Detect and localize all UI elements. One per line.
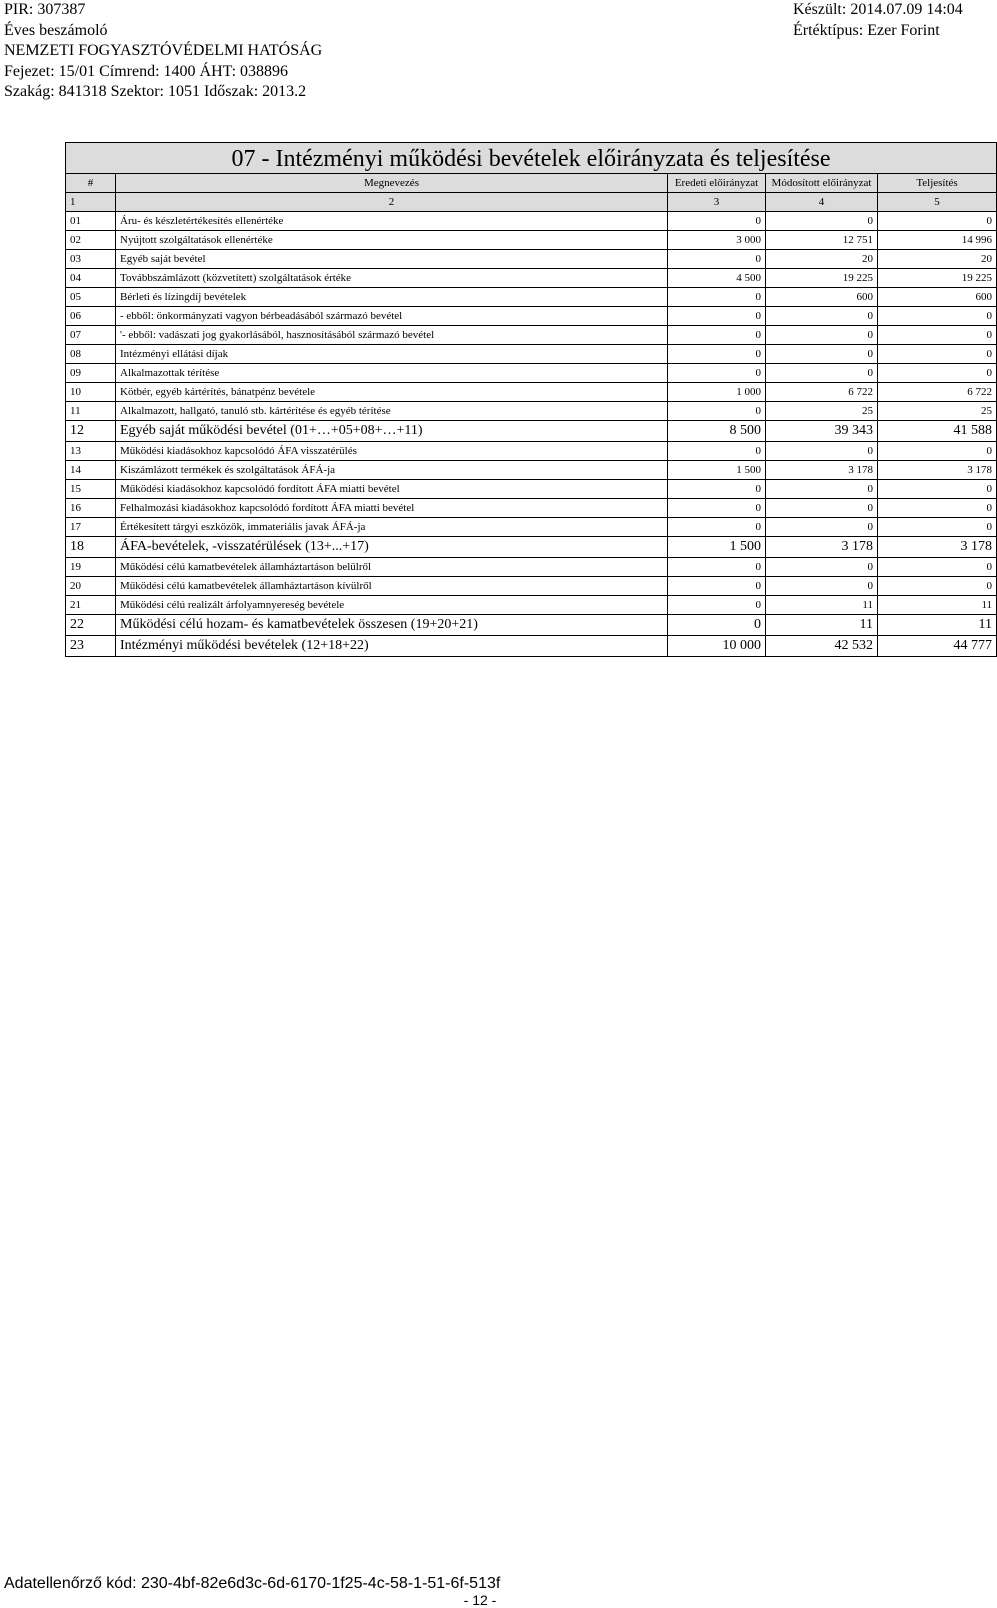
row-actual: 0: [878, 364, 997, 383]
row-index: 11: [66, 402, 116, 421]
row-modified: 0: [766, 212, 878, 231]
row-index: 08: [66, 345, 116, 364]
row-index: 01: [66, 212, 116, 231]
row-index: 04: [66, 269, 116, 288]
table-row: [66, 383, 997, 402]
row-original: 0: [668, 499, 766, 518]
row-original: 0: [668, 442, 766, 461]
row-index: 14: [66, 461, 116, 480]
table-row: [66, 269, 997, 288]
table-row: [66, 326, 997, 345]
sector-label: Szakág: 841318 Szektor: 1051 Időszak: 2013.2: [4, 83, 307, 100]
row-name: Alkalmazottak térítése: [116, 364, 668, 383]
row-name: Működési kiadásokhoz kapcsolódó ÁFA visszatérülés: [116, 442, 668, 461]
table-row: [66, 231, 997, 250]
row-actual: 0: [878, 480, 997, 499]
table-row: [66, 499, 997, 518]
row-actual: 0: [878, 326, 997, 345]
column-number: 4: [766, 193, 878, 212]
row-modified: 11: [766, 596, 878, 615]
row-actual: 25: [878, 402, 997, 421]
row-original: 8 500: [668, 421, 766, 442]
row-name: Felhalmozási kiadásokhoz kapcsolódó fordított ÁFA miatti bevétel: [116, 499, 668, 518]
row-index: 05: [66, 288, 116, 307]
row-index: 10: [66, 383, 116, 402]
table-row: [66, 518, 997, 537]
table-row: [66, 480, 997, 499]
row-name: Kiszámlázott termékek és szolgáltatások ÁFÁ-ja: [116, 461, 668, 480]
row-original: 0: [668, 615, 766, 636]
row-modified: 0: [766, 518, 878, 537]
row-name: Értékesített tárgyi eszközök, immateriális javak ÁFÁ-ja: [116, 518, 668, 537]
table-row: [66, 250, 997, 269]
column-header: Teljesítés: [878, 174, 997, 193]
table-row: [66, 421, 997, 442]
row-name: Működési célú hozam- és kamatbevételek összesen (19+20+21): [116, 615, 668, 636]
row-name: Működési célú kamatbevételek államháztartáson kívülről: [116, 577, 668, 596]
column-number: 1: [66, 193, 116, 212]
row-actual: 0: [878, 442, 997, 461]
row-name: Egyéb saját működési bevétel (01+…+05+08+…+11): [116, 421, 668, 442]
row-modified: 0: [766, 364, 878, 383]
column-number: 5: [878, 193, 997, 212]
row-index: 22: [66, 615, 116, 636]
row-actual: 6 722: [878, 383, 997, 402]
row-actual: 11: [878, 596, 997, 615]
row-original: 0: [668, 288, 766, 307]
row-original: 10 000: [668, 636, 766, 657]
row-modified: 0: [766, 307, 878, 326]
page-number: - 12 -: [463, 1592, 497, 1608]
row-name: Intézményi ellátási díjak: [116, 345, 668, 364]
row-modified: 0: [766, 480, 878, 499]
row-actual: 600: [878, 288, 997, 307]
check-code: Adatellenőrző kód: 230-4bf-82e6d3c-6d-6170-1f25-4c-58-1-51-6f-513f: [4, 1575, 501, 1592]
table-row: [66, 577, 997, 596]
row-original: 0: [668, 402, 766, 421]
table-row: [66, 537, 997, 558]
row-actual: 44 777: [878, 636, 997, 657]
table-row: [66, 461, 997, 480]
row-actual: 0: [878, 499, 997, 518]
row-actual: 3 178: [878, 461, 997, 480]
row-actual: 11: [878, 615, 997, 636]
row-name: Működési célú realizált árfolyamnyereség bevétele: [116, 596, 668, 615]
row-index: 06: [66, 307, 116, 326]
row-name: Működési célú kamatbevételek államháztartáson belülről: [116, 558, 668, 577]
column-header: #: [66, 174, 116, 193]
table-row: [66, 402, 997, 421]
row-index: 23: [66, 636, 116, 657]
row-actual: 3 178: [878, 537, 997, 558]
row-modified: 0: [766, 345, 878, 364]
row-original: 0: [668, 307, 766, 326]
column-header-row: [66, 174, 997, 193]
row-name: Bérleti és lízingdíj bevételek: [116, 288, 668, 307]
row-index: 13: [66, 442, 116, 461]
row-modified: 42 532: [766, 636, 878, 657]
row-actual: 14 996: [878, 231, 997, 250]
row-name: Alkalmazott, hallgató, tanuló stb. kártérítése és egyéb térítése: [116, 402, 668, 421]
row-modified: 20: [766, 250, 878, 269]
row-index: 15: [66, 480, 116, 499]
row-actual: 0: [878, 518, 997, 537]
row-modified: 0: [766, 558, 878, 577]
row-name: Továbbszámlázott (közvetített) szolgáltatások értéke: [116, 269, 668, 288]
row-modified: 19 225: [766, 269, 878, 288]
table-row: [66, 288, 997, 307]
row-original: 0: [668, 212, 766, 231]
row-index: 21: [66, 596, 116, 615]
revenue-table: [65, 142, 997, 657]
table-row: [66, 345, 997, 364]
row-modified: 25: [766, 402, 878, 421]
value-type-label: Értéktípus: Ezer Forint: [793, 21, 940, 39]
column-number: 2: [116, 193, 668, 212]
row-original: 0: [668, 558, 766, 577]
row-original: 0: [668, 480, 766, 499]
row-index: 03: [66, 250, 116, 269]
row-original: 1 000: [668, 383, 766, 402]
report-header-left: [4, 0, 322, 103]
row-actual: 19 225: [878, 269, 997, 288]
table-row: [66, 307, 997, 326]
row-modified: 0: [766, 326, 878, 345]
row-modified: 3 178: [766, 537, 878, 558]
row-original: 1 500: [668, 537, 766, 558]
row-original: 0: [668, 364, 766, 383]
row-name: Kötbér, egyéb kártérítés, bánatpénz bevétele: [116, 383, 668, 402]
column-header: Megnevezés: [116, 174, 668, 193]
table-title: 07 - Intézményi működési bevételek előirányzata és teljesítése: [66, 143, 997, 174]
table-body: [66, 212, 997, 657]
column-number: 3: [668, 193, 766, 212]
row-index: 19: [66, 558, 116, 577]
report-type-label: Éves beszámoló: [4, 21, 108, 39]
table-row: [66, 442, 997, 461]
row-modified: 6 722: [766, 383, 878, 402]
row-modified: 0: [766, 442, 878, 461]
row-index: 07: [66, 326, 116, 345]
row-original: 4 500: [668, 269, 766, 288]
row-original: 1 500: [668, 461, 766, 480]
column-header: Eredeti előirányzat: [668, 174, 766, 193]
row-modified: 39 343: [766, 421, 878, 442]
row-modified: 3 178: [766, 461, 878, 480]
row-original: 3 000: [668, 231, 766, 250]
table-row: [66, 558, 997, 577]
row-name: '- ebből: vadászati jog gyakorlásából, hasznosításából származó bevétel: [116, 326, 668, 345]
table-row: [66, 636, 997, 657]
row-actual: 0: [878, 307, 997, 326]
row-index: 18: [66, 537, 116, 558]
row-actual: 0: [878, 212, 997, 231]
row-original: 0: [668, 326, 766, 345]
row-index: 16: [66, 499, 116, 518]
table-row: [66, 364, 997, 383]
row-actual: 0: [878, 577, 997, 596]
row-modified: 600: [766, 288, 878, 307]
created-timestamp: Készült: 2014.07.09 14:04: [793, 1, 963, 18]
report-header-right: [793, 0, 963, 41]
institution-name: NEMZETI FOGYASZTÓVÉDELMI HATÓSÁG: [4, 42, 323, 59]
row-index: 17: [66, 518, 116, 537]
row-original: 0: [668, 577, 766, 596]
row-modified: 0: [766, 577, 878, 596]
row-original: 0: [668, 250, 766, 269]
row-name: Működési kiadásokhoz kapcsolódó fordított ÁFA miatti bevétel: [116, 480, 668, 499]
column-number-row: [66, 193, 997, 212]
table-title-row: [66, 143, 997, 174]
row-index: 20: [66, 577, 116, 596]
row-index: 09: [66, 364, 116, 383]
table-row: [66, 596, 997, 615]
row-original: 0: [668, 345, 766, 364]
row-actual: 41 588: [878, 421, 997, 442]
table-row: [66, 615, 997, 636]
row-actual: 0: [878, 345, 997, 364]
row-modified: 12 751: [766, 231, 878, 250]
chapter-label: Fejezet: 15/01 Címrend: 1400 ÁHT: 038896: [4, 62, 289, 80]
row-modified: 0: [766, 499, 878, 518]
row-original: 0: [668, 518, 766, 537]
row-name: Nyújtott szolgáltatások ellenértéke: [116, 231, 668, 250]
row-name: Áru- és készletértékesítés ellenértéke: [116, 212, 668, 231]
row-actual: 20: [878, 250, 997, 269]
row-modified: 11: [766, 615, 878, 636]
table-row: [66, 212, 997, 231]
pir-label: PIR: 307387: [4, 1, 86, 18]
row-name: ÁFA-bevételek, -visszatérülések (13+...+17): [116, 537, 668, 558]
row-index: 02: [66, 231, 116, 250]
row-name: Egyéb saját bevétel: [116, 250, 668, 269]
row-original: 0: [668, 596, 766, 615]
row-actual: 0: [878, 558, 997, 577]
row-name: - ebből: önkormányzati vagyon bérbeadásából származó bevétel: [116, 307, 668, 326]
column-header: Módosított előirányzat: [766, 174, 878, 193]
row-index: 12: [66, 421, 116, 442]
row-name: Intézményi működési bevételek (12+18+22): [116, 636, 668, 657]
